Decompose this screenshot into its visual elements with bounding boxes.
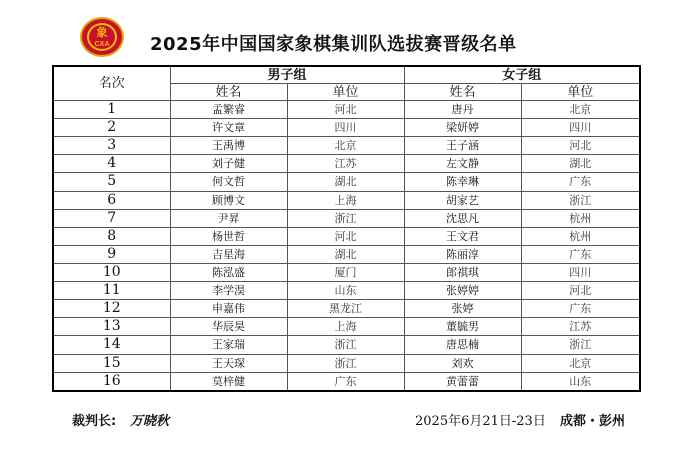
men-unit-cell: 上海 [287,191,404,209]
logo-glyph: 象 [96,26,108,39]
men-unit-cell: 山东 [287,282,404,300]
event-date: 2025年6月21日-23日 [415,414,546,429]
men-name-cell: 吉星海 [170,245,287,263]
event-place: 成都・彭州 [560,414,626,429]
men-unit-cell: 浙江 [287,209,404,227]
page-title: 2025年中国国家象棋集训队选拔赛晋级名单 [150,34,517,55]
rank-header: 名次 [53,66,170,101]
rank-cell: 4 [53,155,170,173]
men-unit-cell: 广东 [287,372,404,391]
men-unit-header: 单位 [287,84,404,101]
men-unit-cell: 上海 [287,318,404,336]
women-unit-cell: 杭州 [521,227,640,245]
men-group-header: 男子组 [170,66,404,84]
men-name-cell: 陈泓盛 [170,263,287,281]
women-unit-cell: 广东 [521,300,640,318]
logo-abbr: CXA [94,41,110,48]
table-row [53,354,640,372]
men-name-cell: 孟繁睿 [170,101,287,119]
women-unit-cell: 浙江 [521,191,640,209]
men-name-cell: 李学淏 [170,282,287,300]
men-name-cell: 王禹博 [170,137,287,155]
rank-cell: 2 [53,119,170,137]
women-name-cell: 唐思楠 [404,336,521,354]
table-row [53,101,640,119]
women-unit-cell: 江苏 [521,318,640,336]
women-name-header: 姓名 [404,84,521,101]
men-name-cell: 杨世哲 [170,227,287,245]
women-unit-cell: 河北 [521,282,640,300]
table-row [53,137,640,155]
women-unit-cell: 北京 [521,101,640,119]
men-unit-cell: 厦门 [287,263,404,281]
men-unit-cell: 河北 [287,227,404,245]
women-unit-cell: 湖北 [521,155,640,173]
rank-cell: 13 [53,318,170,336]
women-unit-cell: 浙江 [521,336,640,354]
table-row [53,300,640,318]
women-unit-cell: 广东 [521,173,640,191]
table-row [53,263,640,281]
rank-cell: 9 [53,245,170,263]
women-unit-header: 单位 [521,84,640,101]
men-name-cell: 何文哲 [170,173,287,191]
rank-cell: 14 [53,336,170,354]
referee-name: 万晓秋 [130,414,170,429]
women-name-cell: 张婷 [404,300,521,318]
men-unit-cell: 浙江 [287,354,404,372]
rank-cell: 16 [53,372,170,391]
women-name-cell: 陈幸琳 [404,173,521,191]
rank-cell: 3 [53,137,170,155]
rank-cell: 1 [53,101,170,119]
women-name-cell: 王子涵 [404,137,521,155]
rank-cell: 10 [53,263,170,281]
men-unit-cell: 湖北 [287,173,404,191]
men-name-cell: 华辰昊 [170,318,287,336]
table-group-header-row [53,66,640,84]
table-row [53,173,640,191]
table-row [53,227,640,245]
women-group-header: 女子组 [404,66,640,84]
rank-cell: 5 [53,173,170,191]
men-name-cell: 许文章 [170,119,287,137]
women-name-cell: 左文静 [404,155,521,173]
women-unit-cell: 四川 [521,119,640,137]
table-row [53,191,640,209]
women-name-cell: 梁妍婷 [404,119,521,137]
rank-cell: 8 [53,227,170,245]
women-name-cell: 胡家艺 [404,191,521,209]
table-row [53,119,640,137]
women-name-cell: 刘欢 [404,354,521,372]
women-name-cell: 郎祺琪 [404,263,521,281]
table-row [53,155,640,173]
table-row [53,282,640,300]
women-name-cell: 王文君 [404,227,521,245]
women-name-cell: 唐丹 [404,101,521,119]
cxa-logo [80,17,124,57]
women-name-cell: 沈思凡 [404,209,521,227]
rank-cell: 11 [53,282,170,300]
women-unit-cell: 河北 [521,137,640,155]
table-body [53,101,640,392]
men-name-cell: 莫梓健 [170,372,287,391]
men-unit-cell: 湖北 [287,245,404,263]
rank-cell: 7 [53,209,170,227]
men-name-cell: 刘子健 [170,155,287,173]
men-name-cell: 尹昇 [170,209,287,227]
table-row [53,336,640,354]
women-unit-cell: 北京 [521,354,640,372]
women-name-cell: 张婷婷 [404,282,521,300]
results-table [52,65,641,392]
women-name-cell: 黄蕾蕾 [404,372,521,391]
men-name-cell: 顾博文 [170,191,287,209]
men-unit-cell: 黑龙江 [287,300,404,318]
women-unit-cell: 山东 [521,372,640,391]
rank-cell: 15 [53,354,170,372]
men-name-cell: 王家瑞 [170,336,287,354]
women-unit-cell: 广东 [521,245,640,263]
rank-cell: 6 [53,191,170,209]
women-unit-cell: 四川 [521,263,640,281]
table-row [53,209,640,227]
table-row [53,245,640,263]
men-name-cell: 申嘉伟 [170,300,287,318]
men-unit-cell: 江苏 [287,155,404,173]
women-name-cell: 董毓男 [404,318,521,336]
men-unit-cell: 四川 [287,119,404,137]
men-unit-cell: 北京 [287,137,404,155]
men-name-header: 姓名 [170,84,287,101]
referee-label: 裁判长: [72,414,117,429]
rank-cell: 12 [53,300,170,318]
table-row [53,318,640,336]
men-name-cell: 王天琛 [170,354,287,372]
men-unit-cell: 河北 [287,101,404,119]
women-unit-cell: 杭州 [521,209,640,227]
table-row [53,372,640,391]
men-unit-cell: 浙江 [287,336,404,354]
women-name-cell: 陈丽淳 [404,245,521,263]
